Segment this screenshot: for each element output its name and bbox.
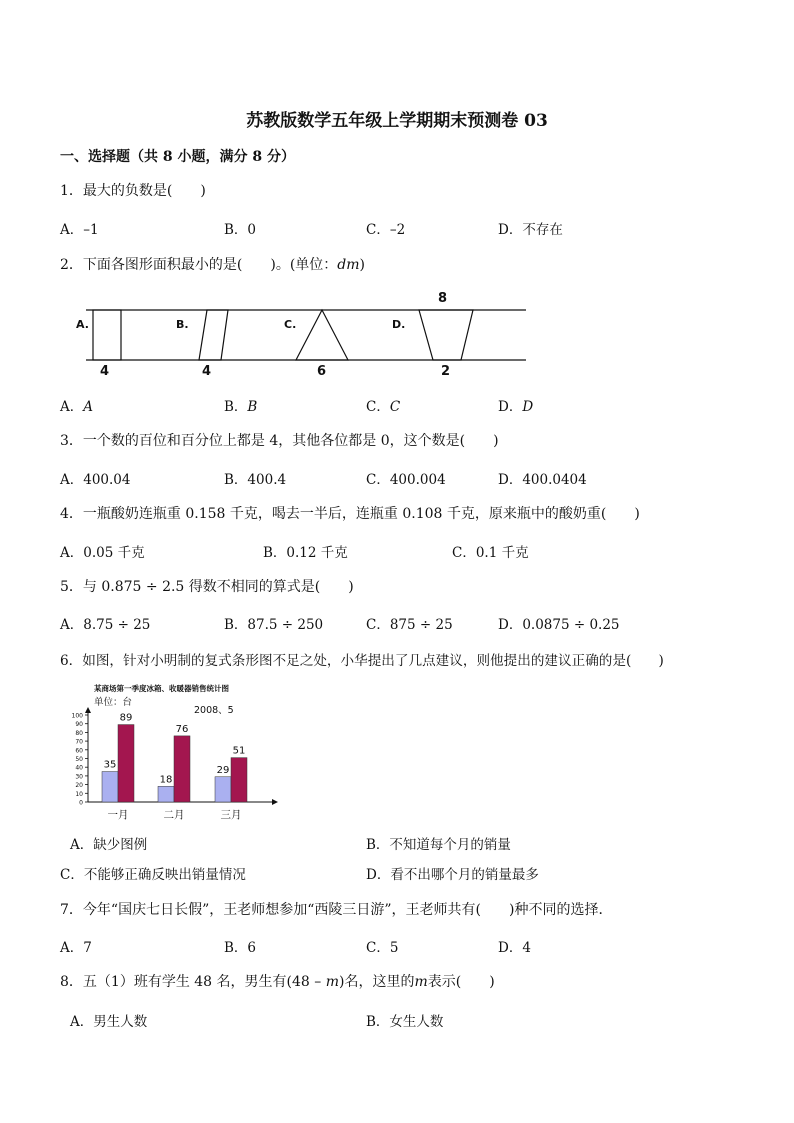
bar: [118, 725, 134, 802]
rectangle-a: [93, 310, 121, 360]
bar-value-label: 76: [175, 723, 189, 735]
y-tick-label: 10: [75, 790, 83, 798]
page-title: 苏教版数学五年级上学期期末预测卷 03: [246, 111, 548, 131]
q3-option-a: A．400.04: [60, 472, 131, 488]
q8-var-m-2: m: [414, 974, 428, 990]
trapezoid-d: [419, 310, 473, 360]
q6-option-d: D．看不出哪个月的销量最多: [366, 867, 539, 883]
q1-option-b: B．0: [224, 222, 257, 238]
label-b: B.: [176, 318, 189, 331]
q3-option-c: C．400.004: [366, 472, 446, 488]
q8-text: 8．五（1）班有学生 48 名，男生有(48 –: [60, 974, 326, 990]
chart-annotation: 2008、5: [194, 705, 234, 716]
label-8: 8: [438, 291, 448, 306]
y-tick-label: 40: [75, 764, 83, 772]
question-7: 7．今年“国庆七日长假”，王老师想参加“西陵三日游”，王老师共有( )种不同的选择．: [60, 902, 613, 918]
section-heading: 一、选择题（共 8 小题，满分 8 分）: [60, 149, 295, 165]
q7-option-a: A．7: [60, 940, 92, 956]
shapes-figure: [60, 288, 540, 384]
q8-text-end: 表示( ): [427, 974, 495, 990]
q5-option-b: B．87.5 ÷ 250: [224, 617, 324, 633]
question-3: 3．一个数的百位和百分位上都是 4，其他各位都是 0，这个数是( ): [60, 433, 499, 449]
q4-option-c: C．0.1 千克: [452, 545, 529, 561]
x-axis-arrow: [272, 799, 278, 805]
q8-option-b: B．女生人数: [366, 1014, 444, 1030]
bar: [102, 772, 118, 802]
y-axis-arrow: [85, 707, 91, 713]
bar-value-label: 51: [232, 745, 246, 757]
q2-option-d: [498, 395, 533, 415]
q2-unit: dm: [337, 257, 360, 273]
q2-text-end: ): [359, 257, 366, 273]
y-tick-label: 60: [75, 747, 83, 755]
question-2: [60, 254, 365, 274]
bar-value-label: 18: [159, 774, 173, 786]
chart-title: 某商场第一季度冰箱、收暖器销售统计图: [94, 684, 229, 693]
bar-value-label: 89: [119, 712, 133, 724]
q2-option-b-value: B: [247, 399, 258, 415]
label-a: A.: [76, 318, 89, 331]
q2-option-d-value: D: [522, 399, 534, 415]
x-tick-label: 二月: [163, 809, 185, 821]
y-tick-label: 70: [75, 738, 83, 746]
y-tick-label: 30: [75, 773, 83, 781]
x-tick-label: 三月: [220, 809, 242, 821]
x-tick-label: 一月: [107, 809, 129, 821]
question-6: 6．如图，针对小明制的复式条形图不足之处，小华提出了几点建议，则他提出的建议正确的是( ): [60, 653, 664, 669]
q8-option-a: A．男生人数: [70, 1014, 148, 1030]
q2-option-d-label: D．: [498, 399, 523, 415]
q2-option-a: [60, 395, 93, 415]
y-tick-label: 100: [71, 712, 83, 720]
q2-option-b: [224, 395, 257, 415]
q6-option-b: B．不知道每个月的销量: [366, 837, 511, 853]
label-4-b: 4: [202, 364, 212, 379]
q1-option-a: A．–1: [60, 222, 99, 238]
label-6: 6: [317, 364, 327, 379]
q2-option-c-value: C: [389, 399, 401, 415]
q6-option-a: A．缺少图例: [70, 837, 148, 853]
bar-chart: [62, 680, 282, 826]
q6-option-c: C．不能够正确反映出销量情况: [60, 867, 246, 883]
label-4-a: 4: [100, 364, 110, 379]
q1-option-d: D．不存在: [498, 222, 563, 238]
q2-option-c: [366, 395, 400, 415]
chart-subtitle: 单位：台: [94, 697, 133, 708]
q8-text-mid: )名，这里的: [339, 974, 415, 990]
bar: [174, 736, 190, 802]
parallelogram-b: [199, 310, 228, 360]
y-tick-label: 80: [75, 729, 83, 737]
q7-option-c: C．5: [366, 940, 399, 956]
y-tick-label: 0: [79, 799, 83, 807]
label-d: D.: [392, 318, 406, 331]
q2-option-c-label: C．: [366, 399, 390, 415]
question-4: 4．一瓶酸奶连瓶重 0.158 千克，喝去一半后，连瓶重 0.108 千克，原来瓶中的酸奶重( ): [60, 506, 640, 522]
q2-option-a-value: A: [83, 399, 93, 415]
q5-option-d: D．0.0875 ÷ 0.25: [498, 617, 620, 633]
q2-option-b-label: B．: [224, 399, 248, 415]
bar: [231, 758, 247, 802]
q1-option-c: C．–2: [366, 222, 406, 238]
y-tick-label: 50: [75, 756, 83, 763]
q2-text: 2．下面各图形面积最小的是( )。(单位：: [60, 257, 338, 273]
bar: [158, 786, 174, 802]
q7-option-b: B．6: [224, 940, 257, 956]
y-tick-label: 20: [75, 782, 83, 790]
q8-var-m: m: [325, 974, 339, 990]
q7-option-d: D．4: [498, 940, 531, 956]
q3-option-d: D．400.0404: [498, 472, 587, 488]
q4-option-a: A．0.05 千克: [60, 545, 145, 561]
q2-option-a-label: A．: [60, 399, 84, 415]
label-2: 2: [441, 364, 451, 379]
q4-option-b: B．0.12 千克: [263, 545, 348, 561]
bar-value-label: 29: [216, 764, 230, 776]
label-c: C.: [284, 318, 297, 331]
q3-option-b: B．400.4: [224, 472, 287, 488]
question-8: [60, 971, 495, 991]
y-tick-label: 90: [75, 721, 83, 729]
bar-value-label: 35: [103, 759, 117, 771]
q5-option-c: C．875 ÷ 25: [366, 617, 453, 633]
bar: [215, 777, 231, 802]
question-5: 5．与 0.875 ÷ 2.5 得数不相同的算式是( ): [60, 579, 354, 595]
triangle-c: [296, 310, 348, 360]
question-1: 1．最大的负数是( ): [60, 183, 206, 199]
q5-option-a: A．8.75 ÷ 25: [60, 617, 151, 633]
